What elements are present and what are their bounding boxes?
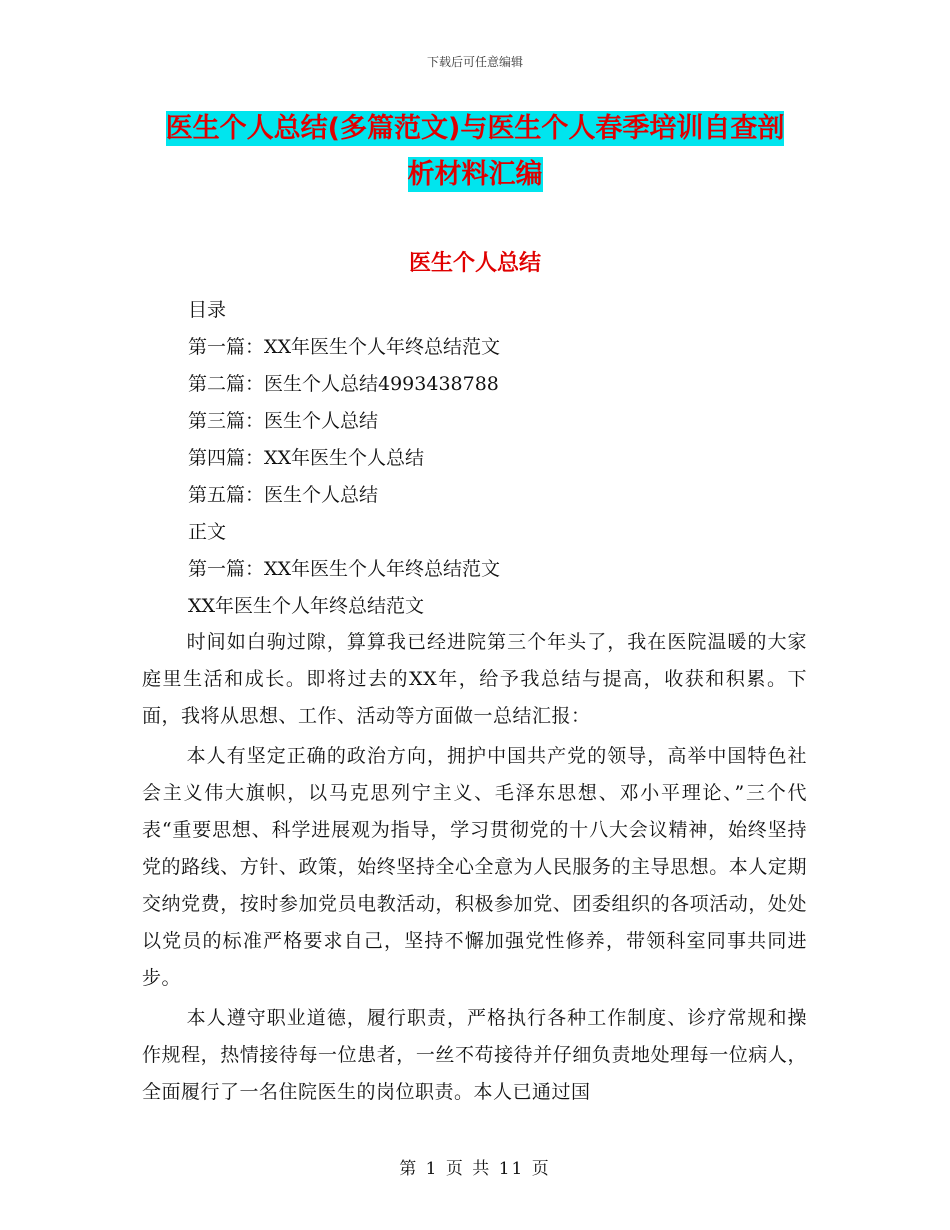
- paragraph: 本人有坚定正确的政治方向，拥护中国共产党的领导，高举中国特色社会主义伟大旗帜，以马克思列宁主义、毛泽东思想、邓小平理论、”三个代表“重要思想、科学进展观为指导，学习贯彻党的十八大会议精神，始终坚持党的路线、方针、政策，始终坚持全心全意为人民服务的主导思想。本人定期交纳党费，按时参加党员电教活动，积极参加党、团委组织的各项活动，处处以党员的标准严格要求自己，坚持不懈加强党性修养，带领科室同事共同进步。: [142, 745, 807, 989]
- toc-item: 第二篇：医生个人总结4993438788: [188, 373, 499, 395]
- article-title: XX年医生个人年终总结范文: [188, 595, 425, 617]
- toc-item: 第一篇：XX年医生个人年终总结范文: [188, 336, 501, 358]
- document-title-line-1: 医生个人总结(多篇范文)与医生个人春季培训自查剖: [165, 113, 785, 144]
- document-title-line-2: 析材料汇编: [407, 159, 543, 190]
- document-title: [140, 106, 810, 198]
- toc-heading: 目录: [188, 299, 227, 321]
- page-footer: 第 1 页 共 11 页: [399, 1159, 551, 1179]
- body-text: [142, 624, 807, 1114]
- table-of-contents: [188, 292, 500, 625]
- body-heading: 正文: [188, 521, 227, 543]
- header-note: 下载后可任意编辑: [426, 55, 523, 69]
- toc-item: 第四篇：XX年医生个人总结: [188, 447, 425, 469]
- toc-item: 第三篇：医生个人总结: [188, 410, 379, 432]
- paragraph: 时间如白驹过隙，算算我已经进院第三个年头了，我在医院温暖的大家庭里生活和成长。即将过去的XX年，给予我总结与提高，收获和积累。下面，我将从思想、工作、活动等方面做一总结汇报：: [142, 631, 807, 727]
- section-title: 医生个人总结: [408, 251, 541, 276]
- paragraph: 本人遵守职业道德，履行职责，严格执行各种工作制度、诊疗常规和操作规程，热情接待每一位患者，一丝不苟接待并仔细负责地处理每一位病人，全面履行了一名住院医生的岗位职责。本人已通过国: [142, 1007, 807, 1103]
- chapter-heading: 第一篇：XX年医生个人年终总结范文: [188, 558, 501, 580]
- toc-item: 第五篇：医生个人总结: [188, 484, 379, 506]
